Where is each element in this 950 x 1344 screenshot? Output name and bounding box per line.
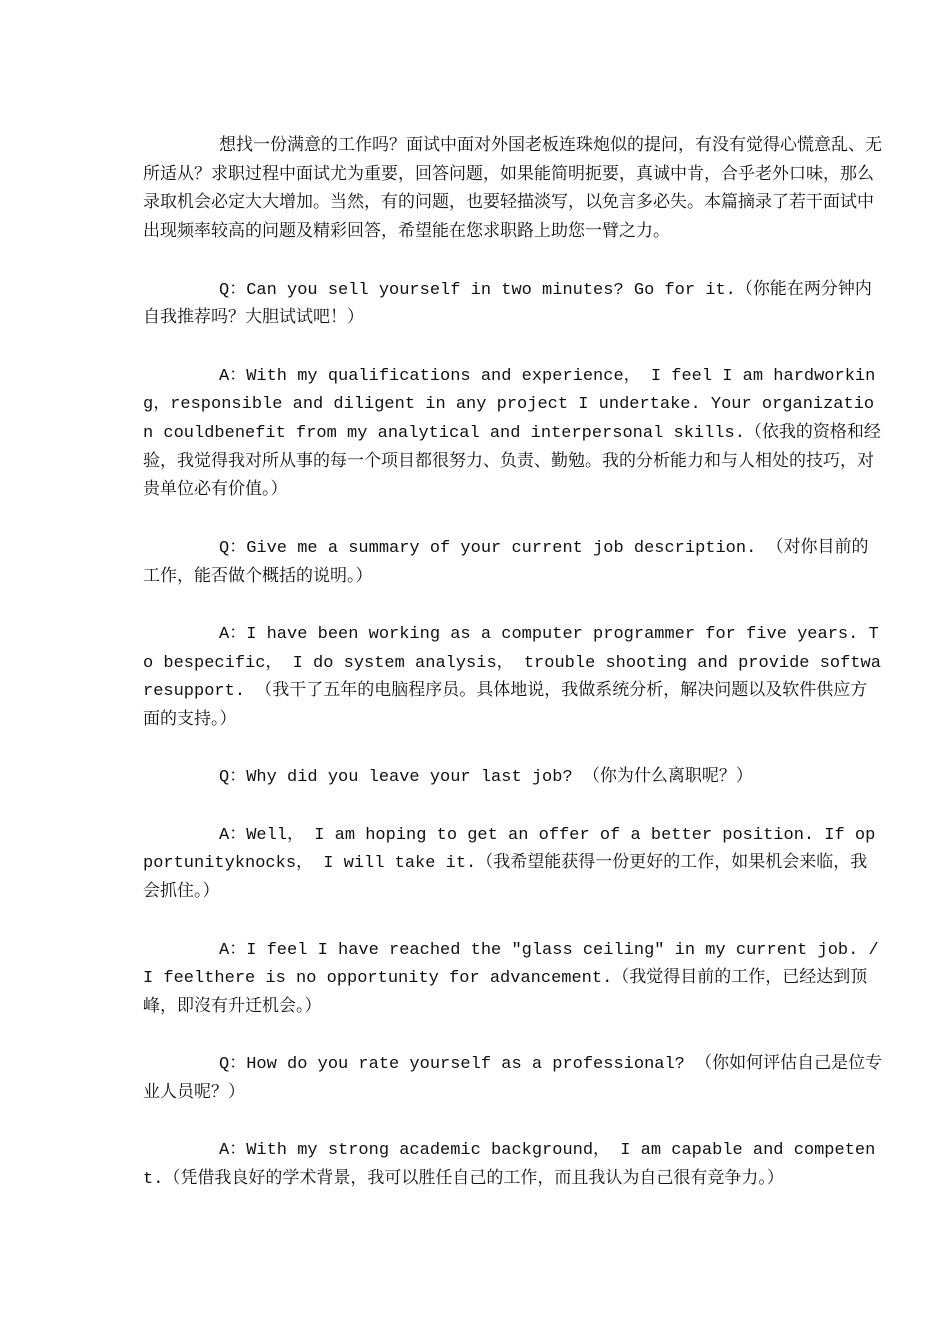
paragraph-gap [143, 506, 883, 535]
answer-glass-ceiling: A：I feel I have reached the "glass ceiling" in my current job. / I feelthere is no opportunity for advancement.（我觉得目前的工作，已经达到顶峰，即沒有升迁机会。） [143, 940, 879, 1017]
answer-better-position: A：Well， I am hoping to get an offer of a better position. If opportunityknocks， I will take it.（我希望能获得一份更好的工作，如果机会来临，我会抓住。） [143, 825, 876, 903]
paragraph-gap [143, 736, 883, 765]
answer-programmer: A：I have been working as a computer programmer for five years. To bespecific， I do system analysis， trouble shooting and provide softwaresupport. （我干了五年的电脑程序员。具体地说，我做系统分析，解决问题以及软件供应方面的支持。） [143, 624, 881, 730]
answer-qualifications: A：With my qualifications and experience， I feel I am hardworking，responsible and diligent in any project I undertake. Your organization couldbenefit from my analytical and interpersonal skills.（依我的资格和经验，我觉得我对所从事的每一个项目都很努力、负责、勤勉。我的分析能力和与人相处的技巧，对贵单位必有价值。） [143, 366, 881, 501]
paragraph-gap [143, 1023, 883, 1052]
paragraph-gap [143, 1109, 883, 1138]
paragraph-gap [143, 248, 883, 277]
paragraph-gap [143, 908, 883, 937]
question-leave-job: Q：Why did you leave your last job? （你为什么离职呢？） [219, 768, 753, 788]
paragraph-gap [143, 592, 883, 621]
answer-academic-background: A：With my strong academic background， I am capable and competent.（凭借我良好的学术背景，我可以胜任自己的工作，而且我认为自己很有竞争力。） [143, 1141, 876, 1190]
intro-paragraph: 想找一份满意的工作吗？面试中面对外国老板连珠炮似的提问，有没有觉得心慌意乱、无所适从？求职过程中面试尤为重要，回答问题，如果能简明扼要，真诚中肯，合乎老外口味，那么录取机会必定大大增加。当然，有的问题，也要轻描淡写，以免言多必失。本篇摘录了若干面试中出现频率较高的问题及精彩回答，希望能在您求职路上助您一臂之力。 [143, 137, 882, 243]
question-job-summary: Q：Give me a summary of your current job description. （对你目前的工作，能否做个概括的说明。） [143, 538, 869, 587]
paragraph-gap [143, 793, 883, 822]
paragraph-gap [143, 334, 883, 363]
question-sell-yourself: Q：Can you sell yourself in two minutes? Go for it.（你能在两分钟内自我推荐吗？大胆试试吧！） [143, 280, 872, 329]
document-body [143, 133, 883, 1195]
question-rate-yourself: Q：How do you rate yourself as a professional? （你如何评估自己是位专业人员呢？） [143, 1055, 883, 1104]
